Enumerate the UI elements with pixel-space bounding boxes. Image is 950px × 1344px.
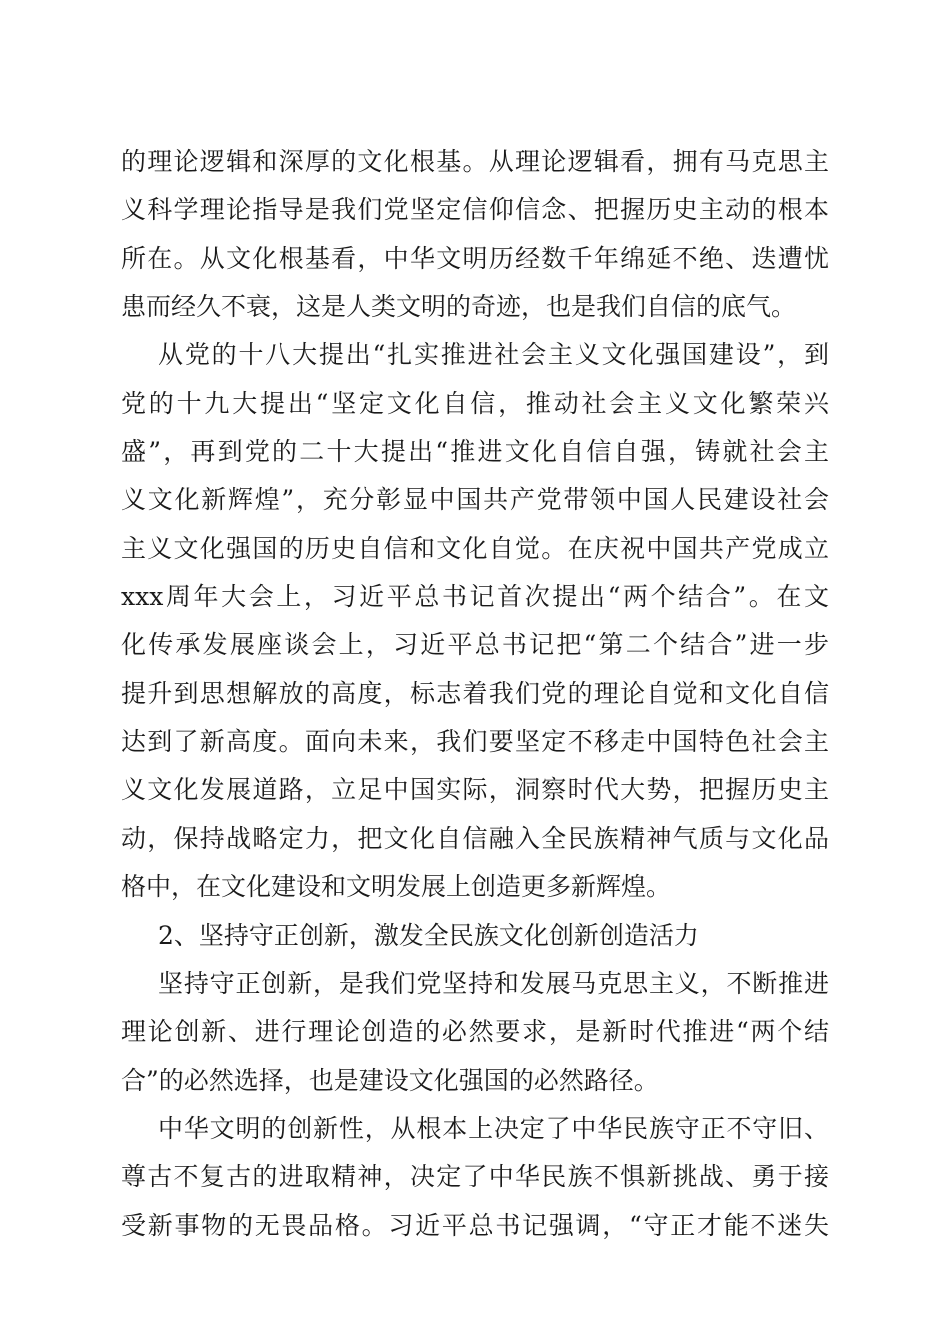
text-line: 理论创新、进行理论创造的必然要求，是新时代推进“两个结 [121,1017,829,1047]
text-line: 主义文化强国的历史自信和文化自觉。在庆祝中国共产党成立 [121,533,829,563]
text-line: 格中，在文化建设和文明发展上创造更多新辉煌。 [121,872,672,902]
text-line: 尊古不复古的进取精神，决定了中华民族不惧新挑战、勇于接 [121,1162,829,1192]
text-line: 坚持守正创新，是我们党坚持和发展马克思主义，不断推进 [158,968,829,998]
document-body [121,138,829,1250]
text-line: 中华文明的创新性，从根本上决定了中华民族守正不守旧、 [158,1113,829,1143]
text-line: 受新事物的无畏品格。习近平总书记强调，“守正才能不迷失 [121,1210,829,1240]
text-line: 的理论逻辑和深厚的文化根基。从理论逻辑看，拥有马克思主 [121,147,829,176]
text-line: 化传承发展座谈会上，习近平总书记把“第二个结合”进一步 [121,630,829,660]
text-line: 合”的必然选择，也是建设文化强国的必然路径。 [121,1065,659,1095]
text-line: 盛”，再到党的二十大提出“推进文化自信自强，铸就社会主 [121,437,829,467]
section-heading: 2、坚持守正创新，激发全民族文化创新创造活力 [158,920,699,950]
text-line: 达到了新高度。面向未来，我们要坚定不移走中国特色社会主 [121,727,829,757]
text-line: 患而经久不衰，这是人类文明的奇迹，也是我们自信的底气。 [121,292,797,322]
text-line: 提升到思想解放的高度，标志着我们党的理论自觉和文化自信 [121,678,829,708]
text-line: 所在。从文化根基看，中华文明历经数千年绵延不绝、迭遭忧 [121,243,829,273]
text-line: 义文化新辉煌”，充分彰显中国共产党带领中国人民建设社会 [121,485,829,515]
text-line: 义文化发展道路，立足中国实际，洞察时代大势，把握历史主 [121,775,829,805]
text-line: 党的十九大提出“坚定文化自信，推动社会主义文化繁荣兴 [121,388,829,418]
text-line: 从党的十八大提出“扎实推进社会主义文化强国建设”，到 [158,340,829,370]
text-line: 动，保持战略定力，把文化自信融入全民族精神气质与文化品 [121,823,829,853]
text-line: 义科学理论指导是我们党坚定信仰信念、把握历史主动的根本 [121,195,829,225]
text-line: xxx周年大会上，习近平总书记首次提出“两个结合”。在文 [121,582,829,612]
